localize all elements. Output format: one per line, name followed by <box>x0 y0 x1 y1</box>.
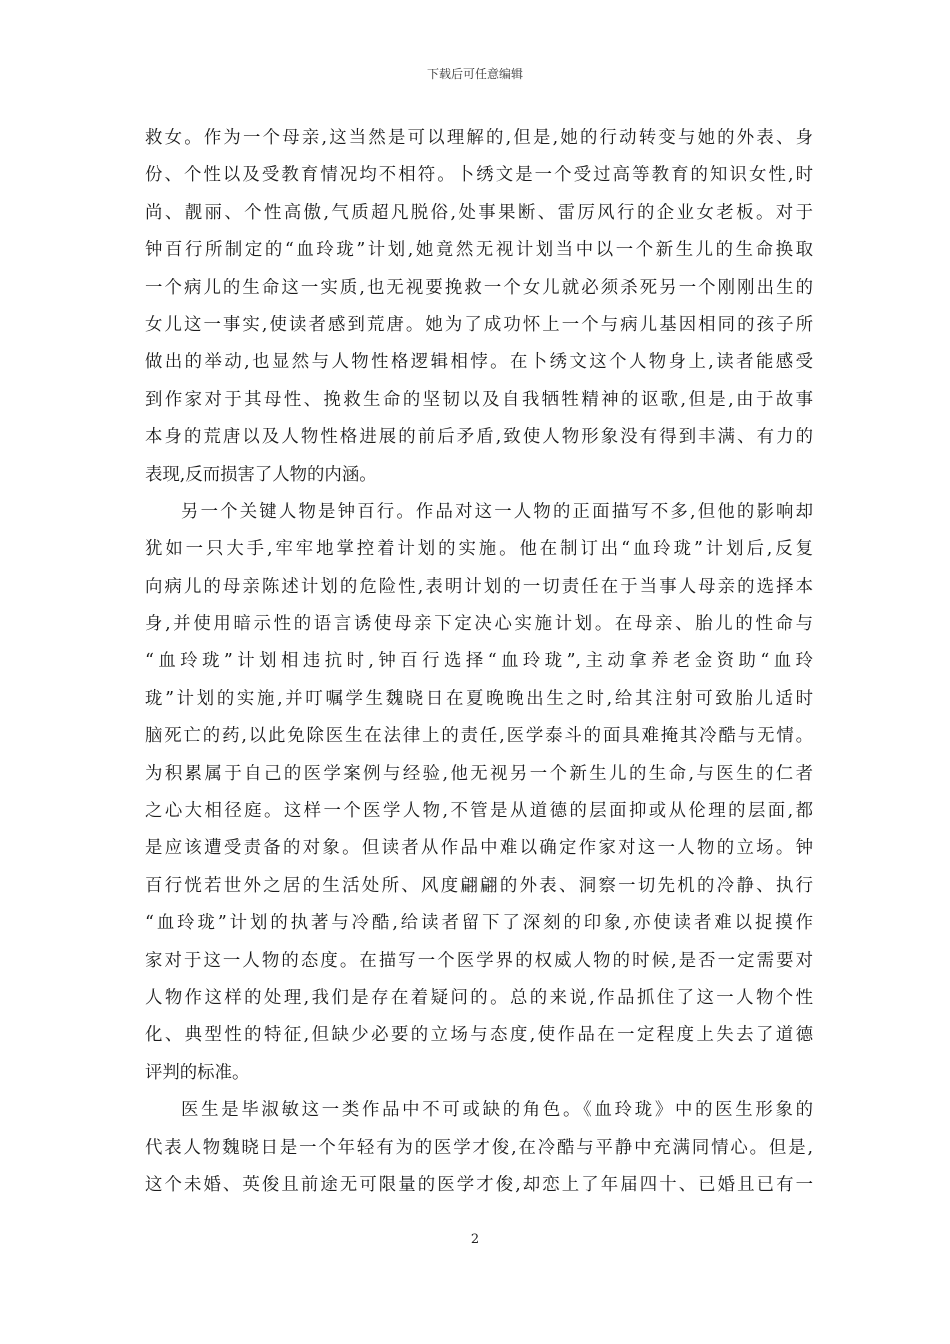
text-line: 化、典型性的特征,但缺少必要的立场与态度,使作品在一定程度上失去了道德 <box>145 1025 813 1046</box>
text-line: 之心大相径庭。这样一个医学人物,不管是从道德的层面抑或从伦理的层面,都 <box>145 801 813 822</box>
text-line: 尚、靓丽、个性高傲,气质超凡脱俗,处事果断、雷厉风行的企业女老板。对于 <box>145 202 813 223</box>
text-line: 医生是毕淑敏这一类作品中不可或缺的角色。《血玲珑》中的医生形象的 <box>181 1100 813 1121</box>
text-line: 评判的标准。 <box>145 1062 250 1083</box>
text-line: 钟百行所制定的“血玲珑”计划,她竟然无视计划当中以一个新生儿的生命换取 <box>145 240 813 261</box>
text-line: 身,并使用暗示性的语言诱使母亲下定决心实施计划。在母亲、胎儿的性命与 <box>145 614 813 635</box>
page-number: 2 <box>470 1232 480 1247</box>
text-line: 珑”计划的实施,并叮嘱学生魏晓日在夏晚晚出生之时,给其注射可致胎儿适时 <box>145 688 813 709</box>
document-body <box>145 120 813 1204</box>
text-line: 这个未婚、英俊且前途无可限量的医学才俊,却恋上了年届四十、已婚且已有一 <box>145 1174 813 1195</box>
text-line: 代表人物魏晓日是一个年轻有为的医学才俊,在冷酷与平静中充满同情心。但是, <box>145 1137 813 1158</box>
text-line: 犹如一只大手,牢牢地掌控着计划的实施。他在制订出“血玲珑”计划后,反复 <box>145 539 813 560</box>
text-line: 女儿这一事实,使读者感到荒唐。她为了成功怀上一个与病儿基因相同的孩子所 <box>145 314 813 335</box>
text-line: 向病儿的母亲陈述计划的危险性,表明计划的一切责任在于当事人母亲的选择本 <box>145 576 813 597</box>
text-line: 家对于这一人物的态度。在描写一个医学界的权威人物的时候,是否一定需要对 <box>145 950 813 971</box>
page-header-note: 下载后可任意编辑 <box>426 67 523 81</box>
text-line: 份、个性以及受教育情况均不相符。卜绣文是一个受过高等教育的知识女性,时 <box>145 165 813 186</box>
text-line: 本身的荒唐以及人物性格进展的前后矛盾,致使人物形象没有得到丰满、有力的 <box>145 427 813 448</box>
text-line: 人物作这样的处理,我们是存在着疑问的。总的来说,作品抓住了这一人物个性 <box>145 987 813 1008</box>
text-line: “血玲珑”计划的执著与冷酷,给读者留下了深刻的印象,亦使读者难以捉摸作 <box>145 913 813 934</box>
text-line: 另一个关键人物是钟百行。作品对这一人物的正面描写不多,但他的影响却 <box>181 501 813 522</box>
text-line: 脑死亡的药,以此免除医生在法律上的责任,医学泰斗的面具难掩其冷酷与无情。 <box>145 726 813 747</box>
text-line: 一个病儿的生命这一实质,也无视要挽救一个女儿就必须杀死另一个刚刚出生的 <box>145 277 813 298</box>
text-line: “血玲珑”计划相违抗时,钟百行选择“血玲珑”,主动拿养老金资助“血玲 <box>145 651 813 672</box>
text-line: 是应该遭受责备的对象。但读者从作品中难以确定作家对这一人物的立场。钟 <box>145 838 813 859</box>
paragraph-1 <box>145 120 813 494</box>
text-line: 为积累属于自己的医学案例与经验,他无视另一个新生儿的生命,与医生的仁者 <box>145 763 813 784</box>
text-line: 做出的举动,也显然与人物性格逻辑相悖。在卜绣文这个人物身上,读者能感受 <box>145 352 813 373</box>
paragraph-2 <box>145 494 813 1092</box>
text-line: 表现,反而损害了人物的内涵。 <box>145 464 377 485</box>
text-line: 救女。作为一个母亲,这当然是可以理解的,但是,她的行动转变与她的外表、身 <box>145 128 813 148</box>
text-line: 百行恍若世外之居的生活处所、风度翩翩的外表、洞察一切先机的冷静、执行 <box>145 875 813 896</box>
paragraph-3 <box>145 1092 813 1204</box>
text-line: 到作家对于其母性、挽救生命的坚韧以及自我牺牲精神的讴歌,但是,由于故事 <box>145 389 813 410</box>
